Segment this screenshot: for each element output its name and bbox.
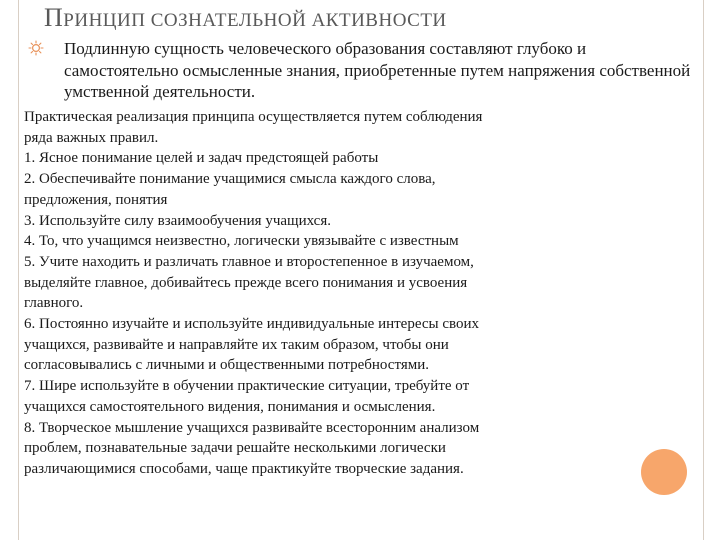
text-line: 5. Учите находить и различать главное и второстепенное в изучаемом, [24, 253, 474, 270]
text-line: различающимися способами, чаще практикуйте творческие задания. [24, 460, 464, 477]
text-line: 1. Ясное понимание целей и задач предстоящей работы [24, 150, 379, 167]
text-line: проблем, познавательные задачи решайте несколькими логически [24, 440, 446, 457]
bullet-paragraph: Подлинную сущность человеческого образования составляют глубоко и самостоятельно осмысленные знания, приобретенные путем напряжения собственной умственной деятельности. [64, 39, 691, 101]
text-line: 6. Постоянно изучайте и используйте индивидуальные интересы своих [24, 316, 480, 333]
text-line: учащихся, развивайте и направляйте их таким образом, чтобы они [24, 336, 449, 353]
text-line: предложения, понятия [24, 191, 168, 208]
text-line: 8. Творческое мышление учащихся развивайте всесторонним анализом [24, 419, 480, 436]
title-rest: СОЗНАТЕЛЬНОЙ АКТИВНОСТИ [150, 10, 447, 31]
text-line: согласовывались с личными и общественными потребностями. [24, 357, 429, 374]
text-line: 4. То, что учащимся неизвестно, логически увязывайте с известным [24, 233, 459, 250]
text-line: 7. Шире используйте в обучении практические ситуации, требуйте от [24, 378, 470, 395]
sun-bullet-icon [28, 40, 44, 56]
orange-circle-decoration [641, 449, 687, 495]
text-line: выделяйте главное, добивайтесь прежде всего понимания и усвоения [24, 274, 468, 291]
text-line: ряда важных правил. [24, 129, 159, 146]
left-border-line [18, 0, 19, 540]
text-line: учащихся самостоятельного видения, понимания и осмысления. [24, 398, 436, 415]
text-line: 3. Используйте силу взаимообучения учащихся. [24, 212, 331, 229]
right-border-line [703, 0, 704, 540]
text-line: 2. Обеспечивайте понимание учащимися смысла каждого слова, [24, 171, 436, 188]
title-word1-rest: РИНЦИП [63, 10, 151, 31]
text-line: главного. [24, 295, 84, 312]
title-first-letter: П [44, 3, 64, 32]
text-line: Практическая реализация принципа осуществляется путем соблюдения [24, 109, 483, 125]
slide-title [44, 3, 447, 33]
rules-text-block [24, 107, 674, 480]
